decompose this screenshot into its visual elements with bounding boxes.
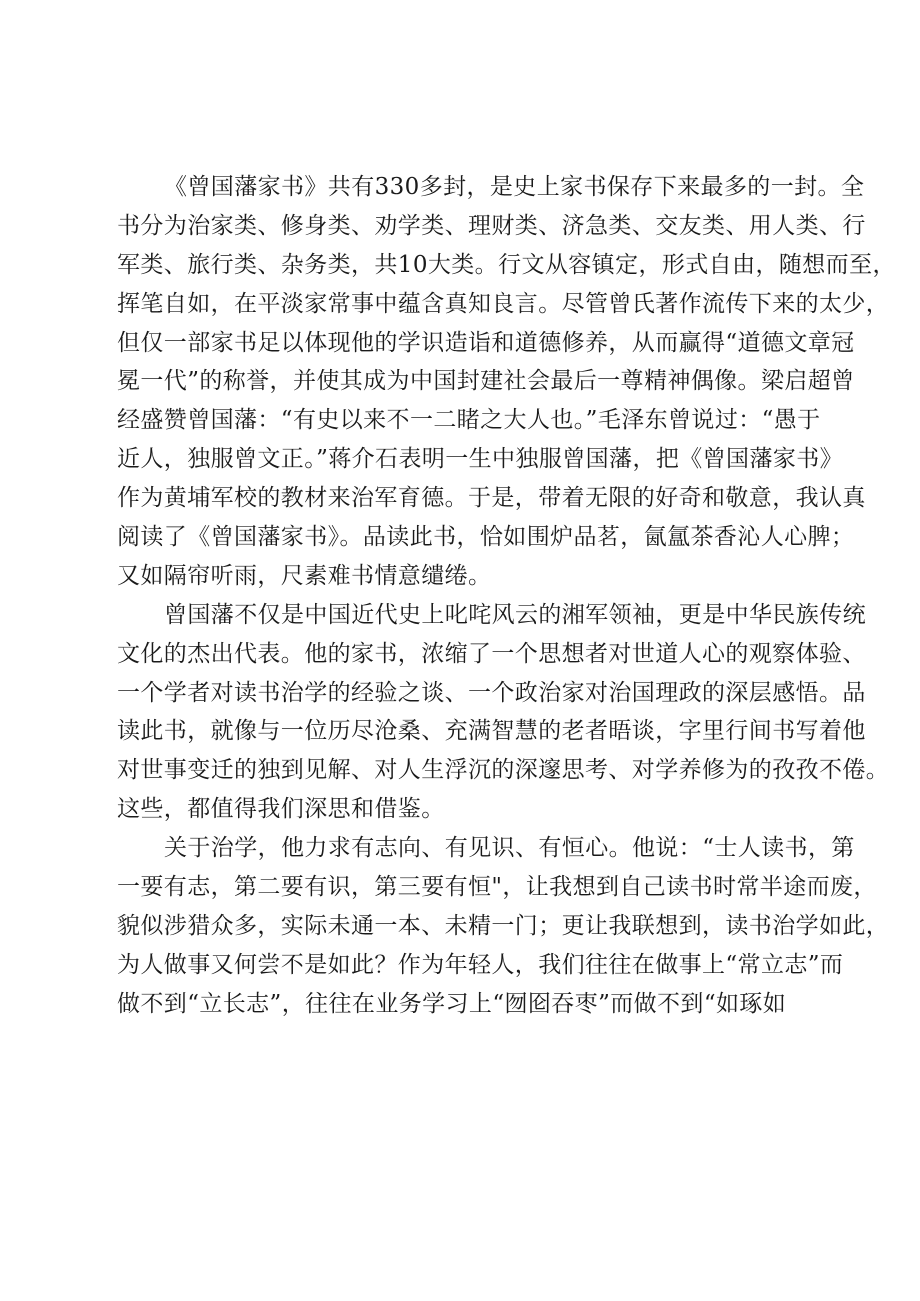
text-line: 对世事变迁的独到见解、对人生浮沉的深邃思考、对学养修为的孜孜不倦。 [117,757,890,784]
text-line: 阅读了《曾国藩家书》。品读此书，恰如围炉品茗，氤氲茶香沁人心脾； [117,524,855,551]
text-line: 冕一代”的称誉，并使其成为中国封建社会最后一尊精神偶像。梁启超曾 [117,368,855,395]
paragraph-1 [117,168,896,596]
text-line: 《曾国藩家书》共有330多封，是史上家书保存下来最多的一封。全 [164,174,865,200]
text-line: 关于治学，他力求有志向、有见识、有恒心。他说：“士人读书，第 [164,835,855,862]
text-line: 曾国藩不仅是中国近代史上叱咤风云的湘军领袖，更是中华民族传统 [164,601,866,628]
paragraph-2 [117,596,890,829]
text-line: 但仅一部家书足以体现他的学识造诣和道德修养，从而赢得“道德文章冠 [117,329,855,356]
text-line: 作为黄埔军校的教材来治军育德。于是，带着无限的好奇和敬意，我认真 [117,485,866,512]
text-line: 貌似涉猎众多，实际未通一本、未精一门；更让我联想到，读书治学如此， [117,912,890,939]
paragraph-3 [117,829,890,1023]
text-line: 一个学者对读书治学的经验之谈、一个政治家对治国理政的深层感悟。品 [117,679,866,706]
text-line: 读此书，就像与一位历尽沧桑、充满智慧的老者晤谈，字里行间书写着他 [117,718,866,745]
text-line: 挥笔自如，在平淡家常事中蕴含真知良言。尽管曾氏著作流传下来的太少， [117,290,890,317]
text-line: 文化的杰出代表。他的家书，浓缩了一个思想者对世道人心的观察体验、 [117,640,866,667]
text-line: 又如隔帘听雨，尺素难书情意缱绻。 [117,562,492,589]
text-line: 军类、旅行类、杂务类，共10大类。行文从容镇定，形式自由，随想而至， [117,251,896,278]
text-line: 经盛赞曾国藩：“有史以来不一二睹之大人也。”毛泽东曾说过：“愚于 [117,407,821,434]
text-line: 为人做事又何尝不是如此？作为年轻人，我们往往在做事上“常立志”而 [117,951,844,978]
body-text [117,168,896,1024]
text-line: 书分为治家类、修身类、劝学类、理财类、济急类、交友类、用人类、行 [117,212,866,239]
text-line: 做不到“立长志”，往往在业务学习上“囫囵吞枣”而做不到“如琢如 [117,990,787,1017]
text-line: 这些，都值得我们深思和借鉴。 [117,796,445,823]
text-line: 一要有志，第二要有识，第三要有恒"，让我想到自己读书时常半途而废， [117,874,877,901]
text-line: 近人，独服曾文正。”蒋介石表明一生中独服曾国藩，把《曾国藩家书》 [117,446,844,473]
